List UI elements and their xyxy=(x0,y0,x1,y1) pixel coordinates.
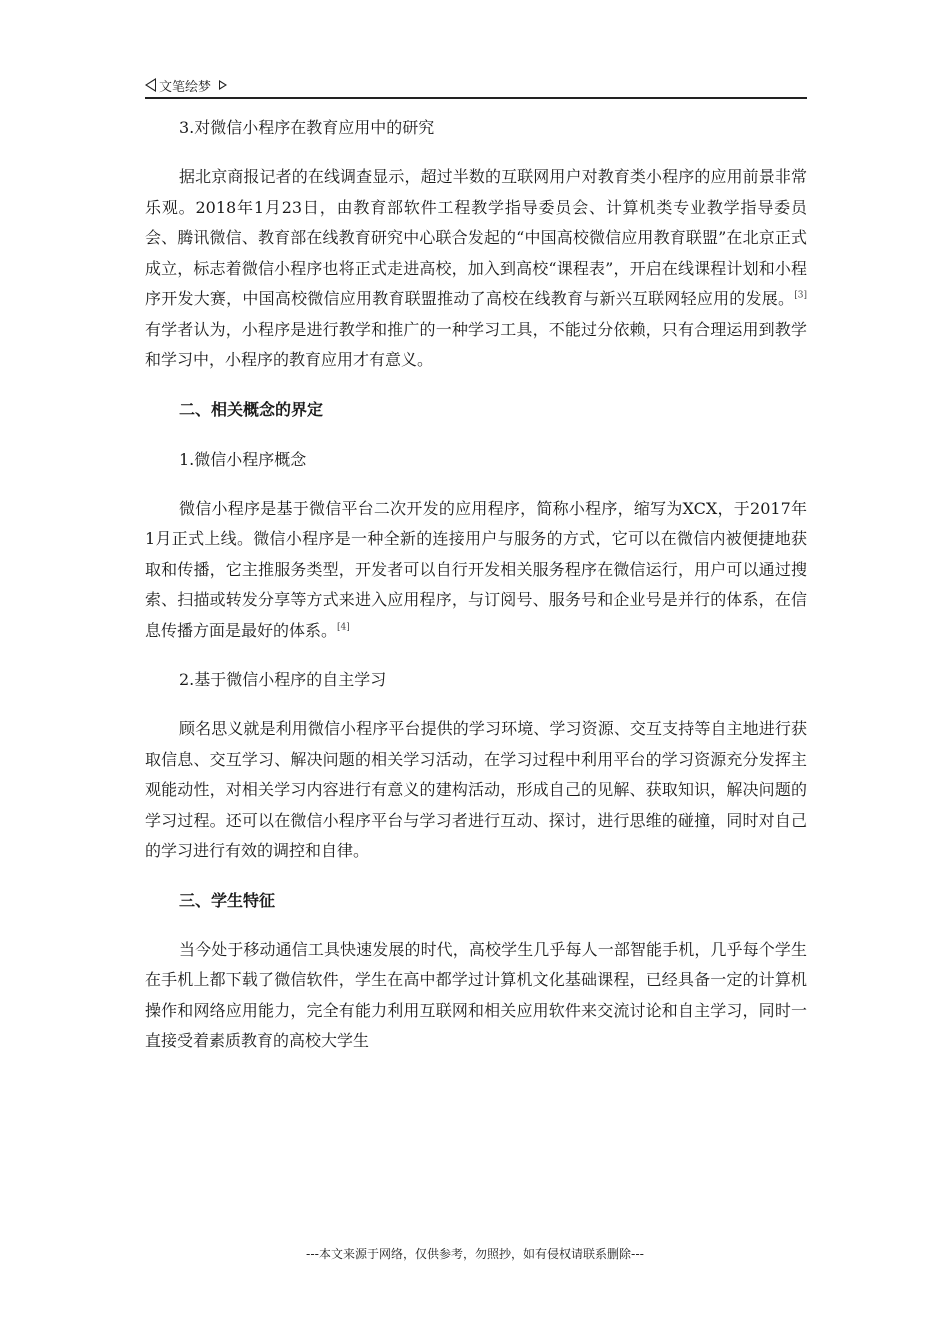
document-body xyxy=(145,112,807,1057)
heading-concepts: 二、相关概念的界定 xyxy=(179,399,324,419)
section-3-text: 据北京商报记者的在线调查显示，超过半数的互联网用户对教育类小程序的应用前景非常乐观。2018年1月23日，由教育部软件工程教学指导委员会、计算机类专业教学指导委员会、腾讯微信、教育部在线教育研究中心联合发起的“中国高校微信应用教育联盟”在北京正式成立，标志着微信小程序也将正式走进高校，加入到高校“课程表”，开启在线课程计划和小程序开发大赛，中国高校微信应用教育联盟推动了高校在线教育与新兴互联网轻应用的发展。 xyxy=(145,167,807,308)
section-3-paragraph xyxy=(145,162,807,376)
page-header xyxy=(145,74,805,96)
concept-1-text: 微信小程序是基于微信平台二次开发的应用程序，简称小程序，缩写为XCX，于2017年1月正式上线。微信小程序是一种全新的连接用户与服务的方式，它可以在微信内被便捷地获取和传播，它主推服务类型，开发者可以自行开发相关服务程序在微信运行，用户可以通过搜索、扫描或转发分享等方式来进入应用程序，与订阅号、服务号和企业号是并行的体系，在信息传播方面是最好的体系。 xyxy=(145,498,807,640)
citation-4: [4] xyxy=(337,622,350,633)
section-3-text-b: 有学者认为，小程序是进行教学和推广的一种学习工具，不能过分依赖，只有合理运用到教学和学习中，小程序的教育应用才有意义。 xyxy=(145,319,807,369)
concept-1-title: 1.微信小程序概念 xyxy=(179,449,307,469)
citation-3: [3] xyxy=(794,290,807,301)
students-paragraph: 当今处于移动通信工具快速发展的时代，高校学生几乎每人一部智能手机，几乎每个学生在手机上都下载了微信软件，学生在高中都学过计算机文化基础课程，已经具备一定的计算机操作和网络应用能力，完全有能力利用互联网和相关应用软件来交流讨论和自主学习，同时一直接受着素质教育的高校大学生 xyxy=(145,939,807,1050)
footer-notice: ---本文来源于网络，仅供参考，勿照抄，如有侵权请联系删除--- xyxy=(306,1247,644,1261)
header-divider xyxy=(145,97,807,99)
concept-2-paragraph: 顾名思义就是利用微信小程序平台提供的学习环境、学习资源、交互支持等自主地进行获取信息、交互学习、解决问题的相关学习活动，在学习过程中利用平台的学习资源充分发挥主观能动性，对相关学习内容进行有意义的建构活动，形成自己的见解、获取知识，解决问题的学习过程。还可以在微信小程序平台与学习者进行互动、探讨，进行思维的碰撞，同时对自己的学习进行有效的调控和自律。 xyxy=(145,719,807,860)
section-3-title: 3.对微信小程序在教育应用中的研究 xyxy=(179,118,435,137)
heading-students: 三、学生特征 xyxy=(179,890,276,910)
triangle-right-icon xyxy=(219,80,227,90)
concept-1-paragraph xyxy=(145,494,807,647)
header-brand: 文笔绘梦 xyxy=(159,79,212,95)
triangle-left-icon xyxy=(145,78,156,92)
concept-2-title: 2.基于微信小程序的自主学习 xyxy=(179,670,387,689)
